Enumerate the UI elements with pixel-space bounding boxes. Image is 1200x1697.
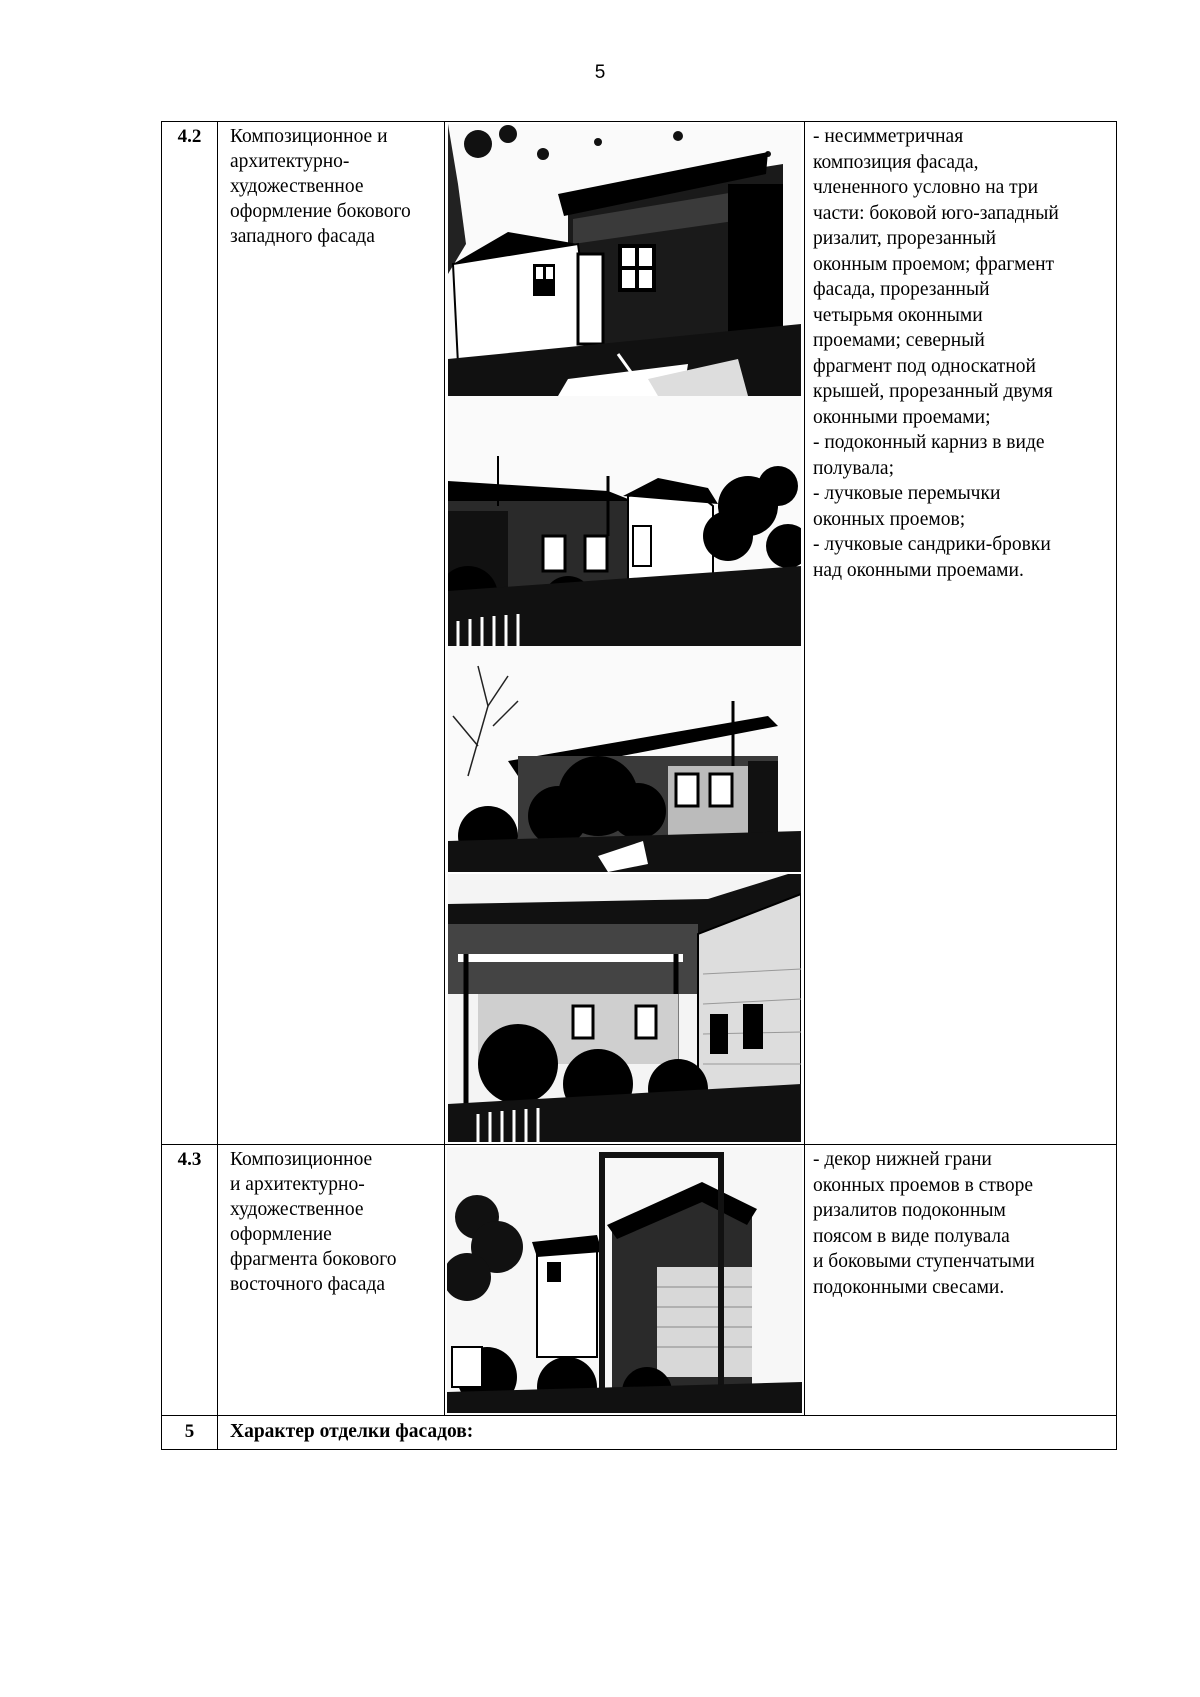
row-number: 4.3 bbox=[162, 1145, 218, 1416]
description-item: - лучковые перемычки оконных проемов; bbox=[813, 483, 1001, 530]
facade-photo-4 bbox=[448, 874, 801, 1142]
description-item: - подоконный карниз в виде полувала; bbox=[813, 432, 1045, 479]
table-row bbox=[162, 122, 1117, 1145]
facade-photo-3 bbox=[448, 646, 801, 872]
document-table bbox=[161, 121, 1117, 1450]
element-name-text: Композиционное и архитектурно- художественное оформление бокового западного фасада bbox=[230, 126, 411, 247]
element-description bbox=[805, 122, 1117, 1145]
page-number: 5 bbox=[594, 62, 606, 83]
photo-cell bbox=[445, 1145, 805, 1416]
element-name bbox=[218, 122, 445, 1145]
photo-cell bbox=[445, 122, 805, 1145]
section-heading: Характер отделки фасадов: bbox=[218, 1416, 1117, 1450]
table-row bbox=[162, 1416, 1117, 1450]
row-number: 4.2 bbox=[162, 122, 218, 1145]
table-row bbox=[162, 1145, 1117, 1416]
description-item: - лучковые сандрики-бровки над оконными проемами. bbox=[813, 534, 1051, 581]
facade-photo-5 bbox=[447, 1147, 802, 1413]
description-item: - несимметричная композиция фасада, члененного условно на три части: боковой юго-западный ризалит, прорезанный оконным проемом; фрагмент фасада, прорезанный четырьмя оконными проемами; северный фрагмент под односкатной крышей, прорезанный двумя оконными проемами; bbox=[813, 126, 1059, 428]
facade-photo-1 bbox=[448, 124, 801, 396]
description-item: - декор нижней грани оконных проемов в створе ризалитов подоконным поясом в виде полувала и боковыми ступенчатыми подоконными свесами. bbox=[813, 1149, 1035, 1298]
element-name-text: Композиционное и архитектурно- художественное оформление фрагмента бокового восточного фасада bbox=[230, 1149, 397, 1295]
facade-photo-2 bbox=[448, 396, 801, 646]
element-name bbox=[218, 1145, 445, 1416]
element-description bbox=[805, 1145, 1117, 1416]
row-number: 5 bbox=[162, 1416, 218, 1450]
